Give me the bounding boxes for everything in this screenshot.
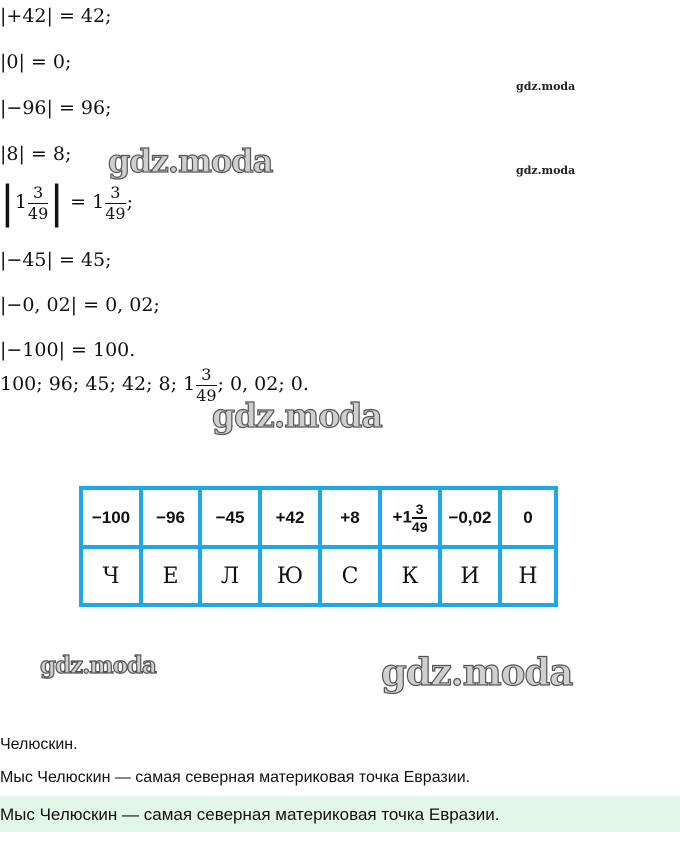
fraction-result <box>105 184 125 223</box>
letter-cell: С <box>320 547 380 605</box>
math-line-5 <box>0 177 133 228</box>
table-fraction <box>412 502 428 534</box>
number-cell: −0,02 <box>440 488 500 547</box>
letter-cell: Л <box>200 547 260 605</box>
letter-cell: Ю <box>260 547 320 605</box>
abs-bar-right: | <box>49 177 65 228</box>
letters-row <box>81 547 556 605</box>
number-cell: −100 <box>81 488 141 547</box>
fraction-denominator: 49 <box>27 203 49 223</box>
number-cell: +8 <box>320 488 380 547</box>
math-line-6: |−45| = 45; <box>0 249 112 271</box>
watermark-large: gdz.moda <box>381 650 573 694</box>
number-cell: 0 <box>500 488 556 547</box>
number-cell: −45 <box>200 488 260 547</box>
math-line-1: |+42| = 42; <box>0 5 112 27</box>
math-line-5-end: ; <box>126 191 133 213</box>
abs-bar-left: | <box>0 177 15 228</box>
ordered-list-start: 100; 96; 45; 42; 8; 1 <box>0 373 196 395</box>
cipher-table <box>79 486 558 607</box>
math-line-2: |0| = 0; <box>0 51 72 73</box>
watermark-medium: gdz.moda <box>40 652 156 679</box>
math-line-3: |−96| = 96; <box>0 97 112 119</box>
math-line-7: |−0, 02| = 0, 02; <box>0 294 160 316</box>
watermark-small: gdz.moda <box>516 80 576 93</box>
watermark-large: gdz.moda <box>108 142 273 180</box>
watermark-large: gdz.moda <box>212 396 382 435</box>
letter-cell: Н <box>500 547 556 605</box>
number-cell: +42 <box>260 488 320 547</box>
numbers-row <box>81 488 556 547</box>
watermark-small: gdz.moda <box>516 164 576 177</box>
answer-sentence: Мыс Челюскин — самая северная материковая точка Евразии. <box>0 769 471 786</box>
number-cell: −96 <box>141 488 200 547</box>
fraction <box>28 184 48 223</box>
math-line-8: |−100| = 100. <box>0 339 136 361</box>
number-whole: +1 <box>392 506 412 526</box>
math-line-4: |8| = 8; <box>0 143 72 165</box>
math-line-5-equals: = 1 <box>70 191 105 213</box>
highlighted-sentence: Мыс Челюскин — самая северная материковая точка Евразии. <box>0 805 500 824</box>
fraction-denominator: 49 <box>411 518 428 535</box>
letter-cell: К <box>380 547 440 605</box>
fraction-numerator: 3 <box>415 500 424 517</box>
fraction-denominator: 49 <box>196 385 217 405</box>
fraction-denominator: 49 <box>105 203 126 223</box>
letter-cell: Е <box>141 547 200 605</box>
ordered-list-end: ; 0, 02; 0. <box>217 373 309 395</box>
letter-cell: И <box>440 547 500 605</box>
letter-cell: Ч <box>81 547 141 605</box>
math-line-5-whole: 1 <box>14 191 27 213</box>
number-cell-fraction <box>380 488 440 547</box>
answer-word: Челюскин. <box>0 736 78 753</box>
fraction-numerator: 3 <box>33 182 44 202</box>
fraction-numerator: 3 <box>110 182 121 202</box>
fraction-numerator: 3 <box>201 364 212 384</box>
